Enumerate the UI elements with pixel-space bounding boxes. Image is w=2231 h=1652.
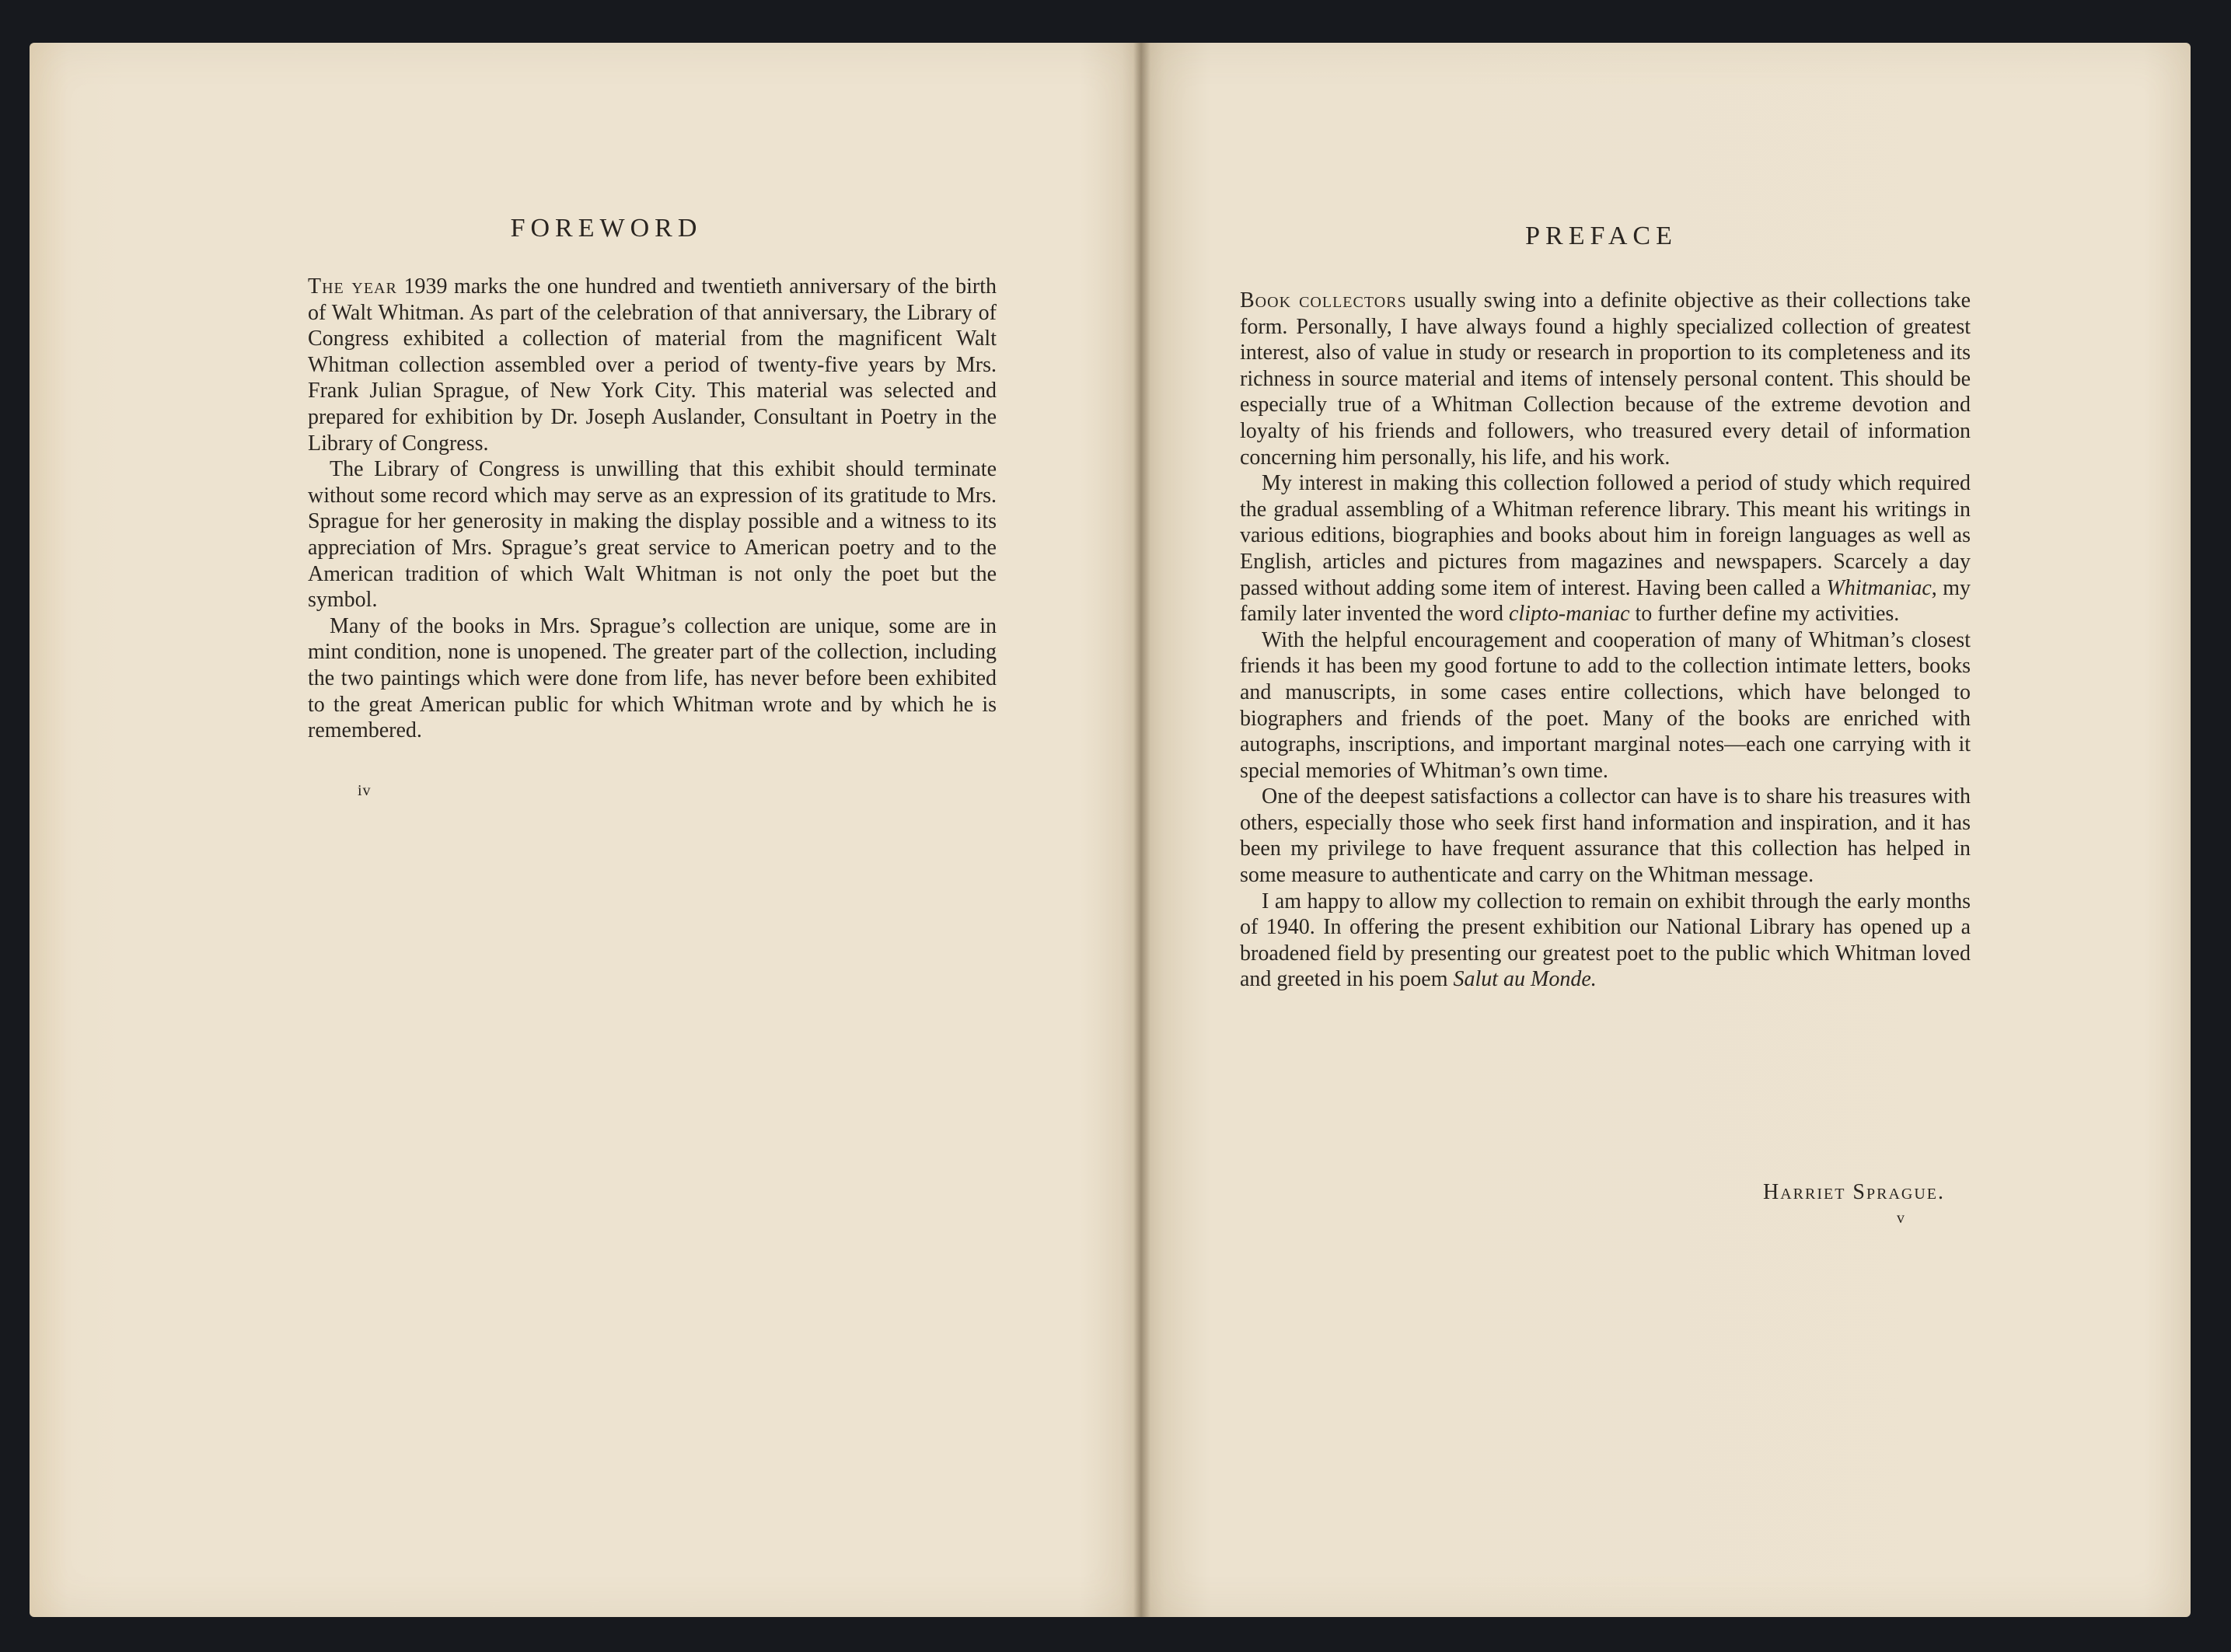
foreword-paragraph-1-text: 1939 marks the one hundred and twentieth anniversary of the birth of Walt Whitman. As part of the celebration of that anniversary, the Library of Congress exhibited a collection of material from the magnificent Walt Whitman collection assembled over a period of twenty-five years by Mrs. Frank Julian Sprague, of New York City. This material was selected and prepared for exhibition by Dr. Joseph Auslander, Consultant in Poetry in the Library of Congress. <box>308 274 997 456</box>
preface-paragraph-3: With the helpful encouragement and cooperation of many of Whitman’s closest friends it has been my good fortune to add to the collection intimate letters, books and manuscripts, in some cases entire collections, which have belonged to biographers and friends of the poet. Many of the books are enriched with autographs, inscriptions, and important marginal notes—each one carrying with it special memories of Whitman’s own time. <box>1240 627 1971 783</box>
preface-heading: PREFACE <box>1525 222 1678 250</box>
preface-poem-title: Salut au Monde. <box>1453 967 1597 992</box>
preface-paragraph-5-text: I am happy to allow my collection to remain on exhibit through the early months of 1940. In offering the present exhibition our National Library has opened up a broadened field by presenting our greatest poet to the public which Whitman loved and greeted in his poem <box>1240 889 1971 992</box>
preface-term-whitmaniac: Whitmaniac <box>1826 575 1932 600</box>
preface-paragraph-1 <box>1240 288 1971 470</box>
foreword-heading: FOREWORD <box>510 214 703 243</box>
preface-paragraph-2-text-a: My interest in making this collection followed a period of study which required the gradual assembling of a Whitman reference library. This meant his writings in various editions, biographies and books about him in foreign languages as well as English, articles and pictures from magazines and newspapers. Scarcely a day passed without adding some item of interest. Having been called a <box>1240 471 1971 600</box>
book-gutter <box>1133 43 1150 1617</box>
preface-paragraph-4: One of the deepest satisfactions a collector can have is to share his treasures with others, especially those who seek first hand information and inspiration, and it has been my privilege to have frequent assurance that this collection has helped in some measure to authenticate and carry on the Whitman message. <box>1240 784 1971 888</box>
foreword-text <box>308 274 997 744</box>
page-number-v: v <box>1897 1210 1905 1227</box>
preface-paragraph-2-text-c: to further define my activities. <box>1629 602 1900 627</box>
preface-lead-in: Book collectors <box>1240 288 1407 313</box>
foreword-paragraph-2: The Library of Congress is unwilling that this exhibit should terminate without some record which may serve as an expression of its gratitude to Mrs. Sprague for her generosity in making the display possible and a witness to its appreciation of Mrs. Sprague’s great service to American poetry and to the American tradition of which Walt Whitman is not only the poet but the symbol. <box>308 457 997 613</box>
preface-paragraph-5 <box>1240 889 1971 993</box>
foreword-paragraph-1 <box>308 274 997 456</box>
preface-term-clipto-maniac: clipto-maniac <box>1509 602 1630 627</box>
foreword-lead-in: The year <box>308 274 397 299</box>
preface-text <box>1240 288 1971 993</box>
preface-paragraph-2-text-b: , my family later invented the word <box>1240 575 1971 627</box>
page-number-iv: iv <box>358 782 372 799</box>
preface-paragraph-1-text: usually swing into a definite objective as their collections take form. Personally, I have always found a highly specialized collection of greatest interest, also of value in study or research in proportion to its completeness and its richness in source material and items of intensely personal content. This should be especially true of a Whitman Collection because of the extreme devotion and loyalty of his friends and followers, who treasured every detail of information concerning him personally, his life, and his work. <box>1240 288 1971 470</box>
foreword-paragraph-3: Many of the books in Mrs. Sprague’s collection are unique, some are in mint condition, none is unopened. The greater part of the collection, including the two paintings which were done from life, has never before been exhibited to the great American public for which Whitman wrote and by which he is remembered. <box>308 613 997 743</box>
preface-paragraph-2 <box>1240 470 1971 627</box>
preface-signature: Harriet Sprague. <box>1762 1180 1945 1204</box>
